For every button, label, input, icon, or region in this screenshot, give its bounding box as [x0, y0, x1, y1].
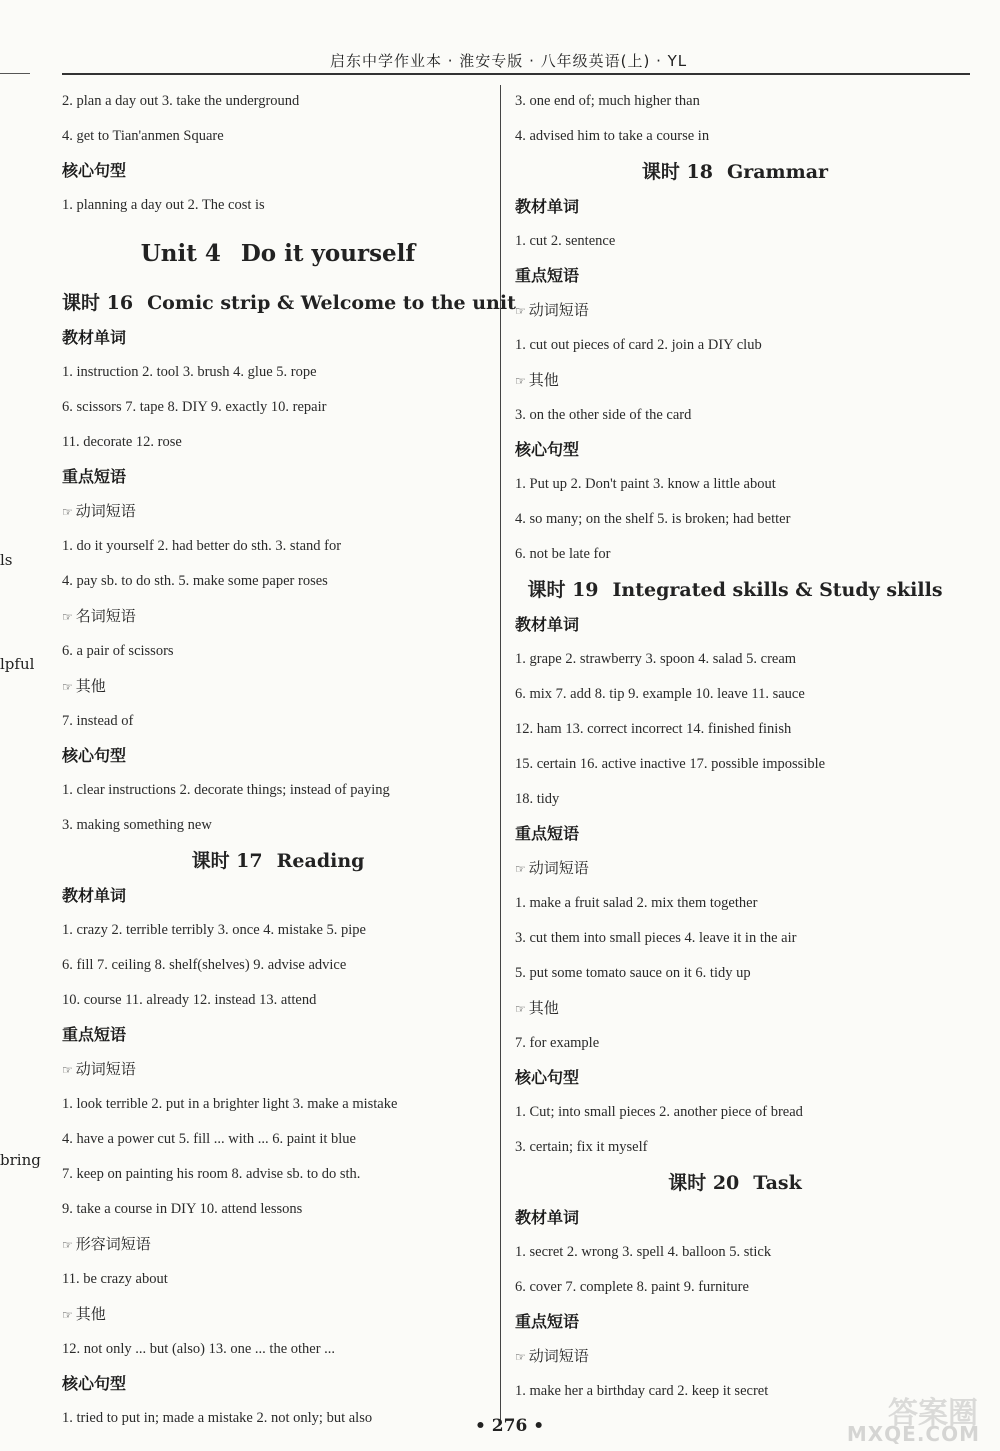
pointing-hand-icon: ☞ [62, 610, 73, 624]
answer-line: 6. mix 7. add 8. tip 9. example 10. leave 11. sauce [515, 686, 805, 702]
answer-line: 1. cut out pieces of card 2. join a DIY club [515, 337, 762, 353]
answer-line: 4. so many; on the shelf 5. is broken; had better [515, 511, 791, 527]
header-rule-left [0, 73, 30, 74]
lesson-number: 课时 19 [527, 579, 599, 601]
lesson-number: 课时 17 [191, 850, 263, 872]
subsection-heading: ☞ 形容词短语 [62, 1235, 151, 1253]
lesson-number: 课时 18 [641, 161, 713, 183]
answer-line: 1. instruction 2. tool 3. brush 4. glue 5. rope [62, 364, 317, 380]
answer-line: 5. put some tomato sauce on it 6. tidy up [515, 965, 751, 981]
section-heading: 教材单词 [515, 1208, 580, 1227]
left-edge-fragment: bring [0, 1151, 41, 1169]
pointing-hand-icon: ☞ [515, 862, 526, 876]
answer-line: 3. cut them into small pieces 4. leave it in the air [515, 930, 797, 946]
answer-line: 4. have a power cut 5. fill ... with ... 6. paint it blue [62, 1131, 356, 1147]
lesson-title [62, 843, 494, 879]
section-heading: 重点短语 [62, 1025, 127, 1044]
section-heading: 重点短语 [515, 266, 580, 285]
answer-line: 1. make a fruit salad 2. mix them together [515, 895, 758, 911]
pointing-hand-icon: ☞ [515, 304, 526, 318]
section-heading: 教材单词 [515, 615, 580, 634]
section-heading: 重点短语 [515, 824, 580, 843]
section-heading: 教材单词 [515, 197, 580, 216]
answer-line: 1. make her a birthday card 2. keep it secret [515, 1383, 769, 1399]
answer-line: 11. decorate 12. rose [62, 434, 182, 450]
section-heading: 核心句型 [515, 440, 580, 459]
pointing-hand-icon: ☞ [515, 1350, 526, 1364]
subsection-heading: ☞ 动词短语 [62, 502, 136, 520]
answer-line: 3. certain; fix it myself [515, 1139, 648, 1155]
answer-line: 7. keep on painting his room 8. advise sb. to do sth. [62, 1166, 361, 1182]
answer-line: 6. not be late for [515, 546, 611, 562]
answer-line: 4. advised him to take a course in [515, 128, 710, 144]
header-rule [62, 73, 970, 75]
pointing-hand-icon: ☞ [62, 680, 73, 694]
answer-line: 3. making something new [62, 817, 212, 833]
section-heading: 教材单词 [62, 328, 127, 347]
lesson-name: Integrated skills & Study skills [612, 579, 943, 601]
subsection-heading: ☞ 其他 [62, 1305, 106, 1323]
watermark-url: MXQE.COM [846, 1422, 980, 1446]
answer-line: 7. for example [515, 1035, 600, 1051]
subsection-heading: ☞ 其他 [515, 371, 559, 389]
unit-title [62, 223, 494, 285]
answer-line: 15. certain 16. active inactive 17. possible impossible [515, 756, 826, 772]
lesson-title [515, 1165, 955, 1201]
subsection-heading: ☞ 动词短语 [62, 1060, 136, 1078]
answer-line: 1. Put up 2. Don't paint 3. know a little about [515, 476, 776, 492]
unit-number: Unit 4 [140, 240, 221, 267]
answer-line: 1. crazy 2. terrible terribly 3. once 4. mistake 5. pipe [62, 922, 366, 938]
lesson-name: Grammar [726, 161, 829, 183]
answer-line: 1. look terrible 2. put in a brighter light 3. make a mistake [62, 1096, 398, 1112]
subsection-heading: ☞ 动词短语 [515, 301, 589, 319]
answer-line: 6. scissors 7. tape 8. DIY 9. exactly 10. repair [62, 399, 327, 415]
answer-line: 3. on the other side of the card [515, 407, 692, 423]
section-heading: 重点短语 [62, 467, 127, 486]
answer-line: 6. fill 7. ceiling 8. shelf(shelves) 9. advise advice [62, 957, 347, 973]
subsection-heading: ☞ 其他 [62, 677, 106, 695]
answer-line: 4. get to Tian'anmen Square [62, 128, 224, 144]
answer-line: 18. tidy [515, 791, 560, 807]
pointing-hand-icon: ☞ [62, 1238, 73, 1252]
subsection-heading: ☞ 动词短语 [515, 859, 589, 877]
column-divider [500, 85, 501, 1425]
lesson-name: Reading [276, 850, 365, 872]
pointing-hand-icon: ☞ [62, 505, 73, 519]
answer-line: 6. cover 7. complete 8. paint 9. furniture [515, 1279, 749, 1295]
lesson-title [62, 285, 516, 321]
answer-line: 4. pay sb. to do sth. 5. make some paper roses [62, 573, 328, 589]
page-number: • 276 • [475, 1416, 545, 1436]
section-heading: 核心句型 [62, 1374, 127, 1393]
lesson-number: 课时 16 [62, 292, 134, 314]
pointing-hand-icon: ☞ [515, 374, 526, 388]
answer-line: 1. Cut; into small pieces 2. another piece of bread [515, 1104, 803, 1120]
section-heading: 重点短语 [515, 1312, 580, 1331]
answer-line: 1. tried to put in; made a mistake 2. not only; but also [62, 1410, 373, 1426]
pointing-hand-icon: ☞ [515, 1002, 526, 1016]
pointing-hand-icon: ☞ [62, 1308, 73, 1322]
left-edge-fragment: lpful [0, 655, 35, 673]
answer-line: 3. one end of; much higher than [515, 93, 700, 109]
section-heading: 核心句型 [62, 746, 127, 765]
lesson-number: 课时 20 [668, 1172, 740, 1194]
subsection-heading: ☞ 其他 [515, 999, 559, 1017]
section-heading: 教材单词 [62, 886, 127, 905]
answer-line: 1. secret 2. wrong 3. spell 4. balloon 5. stick [515, 1244, 772, 1260]
unit-name: Do it yourself [240, 240, 416, 267]
answer-line: 12. ham 13. correct incorrect 14. finished finish [515, 721, 792, 737]
answer-line: 10. course 11. already 12. instead 13. attend [62, 992, 317, 1008]
answer-line: 6. a pair of scissors [62, 643, 174, 659]
section-heading: 核心句型 [62, 161, 127, 180]
answer-line: 12. not only ... but (also) 13. one ... the other ... [62, 1341, 336, 1357]
lesson-name: Comic strip & Welcome to the unit [147, 292, 516, 314]
page-header: 启东中学作业本 · 淮安专版 · 八年级英语(上) · YL [330, 52, 688, 70]
left-edge-fragment: ls [0, 551, 13, 569]
watermark-text: 答案圈 [888, 1396, 978, 1431]
lesson-title [515, 154, 955, 190]
answer-line: 9. take a course in DIY 10. attend lessons [62, 1201, 303, 1217]
answer-line: 1. grape 2. strawberry 3. spoon 4. salad 5. cream [515, 651, 797, 667]
answer-line: 1. do it yourself 2. had better do sth. 3. stand for [62, 538, 342, 554]
answer-line: 1. clear instructions 2. decorate things; instead of paying [62, 782, 390, 798]
watermark [808, 1388, 988, 1446]
lesson-name: Task [753, 1172, 802, 1194]
section-heading: 核心句型 [515, 1068, 580, 1087]
answer-line: 11. be crazy about [62, 1271, 168, 1287]
right-column [515, 84, 955, 1409]
pointing-hand-icon: ☞ [62, 1063, 73, 1077]
subsection-heading: ☞ 名词短语 [62, 607, 136, 625]
answer-line: 1. cut 2. sentence [515, 233, 616, 249]
answer-line: 1. planning a day out 2. The cost is [62, 197, 265, 213]
answer-line: 7. instead of [62, 713, 134, 729]
lesson-title [515, 572, 955, 608]
subsection-heading: ☞ 动词短语 [515, 1347, 589, 1365]
answer-line: 2. plan a day out 3. take the underground [62, 93, 300, 109]
